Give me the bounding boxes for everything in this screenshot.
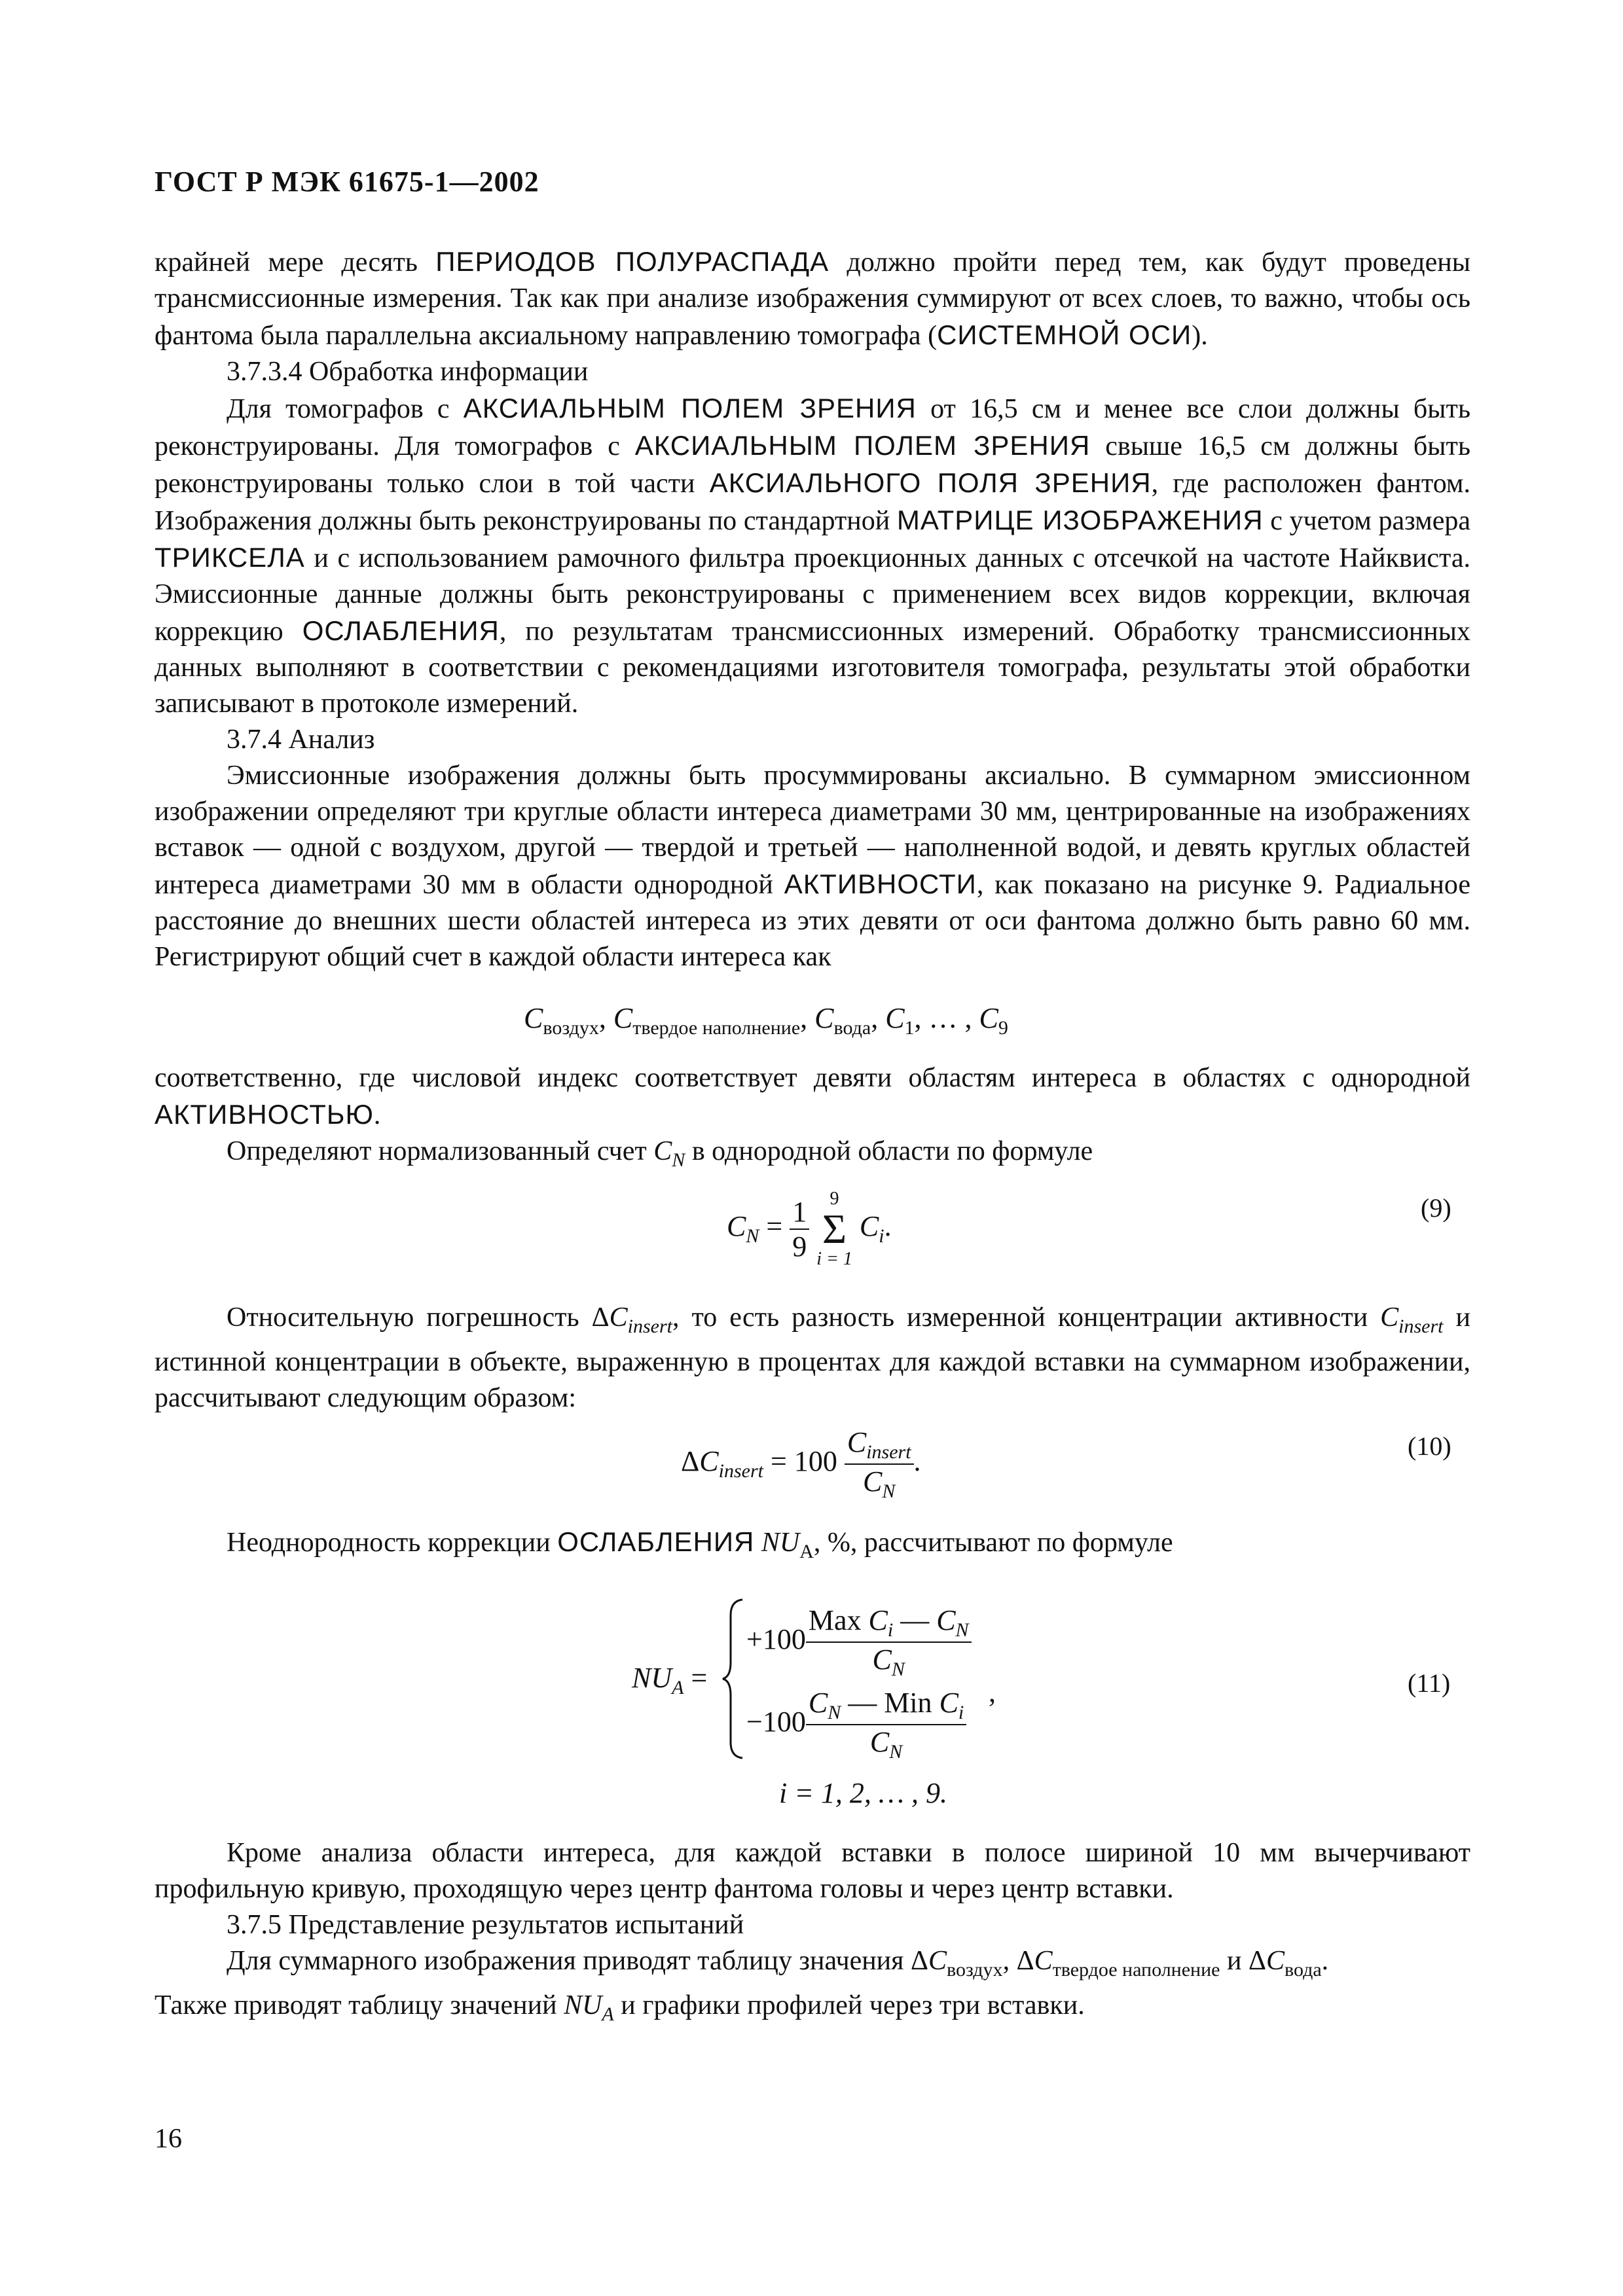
equation-11-lhs: $NU_A$ = xyxy=(632,1662,708,1698)
equation-10: $\Delta C_{insert} = 100$ $\frac{C_{insert}}{C_N}$ . xyxy=(681,1426,921,1502)
document-header: ГОСТ Р МЭК 61675-1—2002 xyxy=(155,166,539,198)
text-block-2 xyxy=(155,1060,1470,1178)
fraction-one-ninth: $\frac{1}{9}$ xyxy=(790,1195,809,1263)
equation-11-number: (11) xyxy=(1408,1668,1451,1698)
paragraph-data-processing: Для томографов с АКСИАЛЬНЫМ ПОЛЕМ ЗРЕНИЯ от 16,5 см и менее все слои должны быть реконструированы. Для томографов с АКСИАЛЬНЫМ ПОЛЕМ ЗРЕНИЯ свыше 16,5 см должны быть реконструированы только слои в той части АКСИАЛЬНОГО ПОЛЯ ЗРЕНИЯ, где расположен фантом. Изображения должны быть реконструированы по стандартной МАТРИЦЕ ИЗОБРАЖЕНИЯ с учетом размера ТРИКСЕЛА и с использованием рамочного фильтра проекционных данных с отсечкой на частоте Найквиста. Эмиссионные данные должны быть реконструированы с применением всех видов коррекции, включая коррекцию ОСЛАБЛЕНИЯ, по результатам трансмиссионных измерений. Обработку трансмиссионных данных выполняют в соответствии с рекомендациями изготовителя томографа, результаты этой обработки записывают в протоколе измерений. xyxy=(155,393,1470,719)
section-3-7-4-heading: 3.7.4 Анализ xyxy=(227,725,375,755)
paragraph-analysis: Эмиссионные изображения должны быть просуммированы аксиально. В суммарном эмиссионном изображении определяют три круглые области интереса диаметрами 30 мм, центрированные на изображениях вставок — одной с воздухом, другой — твердой и третьей — наполненной водой, и девять круглых областей интереса диаметрами 30 мм в области однородной АКТИВНОСТИ, как показано на рисунке 9. Радиальное расстояние до внешних шести областей интереса из этих девяти от оси фантома должно быть равно 60 мм. Регистрируют общий счет в каждой области интереса как xyxy=(155,761,1470,972)
text-block-4 xyxy=(155,1524,1470,1570)
paragraph-relative-error: Относительную погрешность $\Delta C_{insert}$, то есть разность измеренной концентрации активности $C_{insert}$ и истинной концентрации в объекте, выраженную в процентах для каждой вставки на суммарном изображении, рассчитывают следующим образом: xyxy=(155,1302,1470,1413)
text-block-5 xyxy=(155,1835,1470,2032)
text-block-1 xyxy=(155,243,1470,975)
paragraph-results-presentation: Для суммарного изображения приводят таблицу значения $\Delta C_{воздух}$, $\Delta C_{твердое наполнение}$ и $\Delta C_{вода}$. xyxy=(227,1946,1329,1981)
term-half-life: ПЕРИОДОВ ПОЛУРАСПАДА xyxy=(435,246,830,277)
term-system-axis: СИСТЕМНОЙ ОСИ xyxy=(937,319,1192,350)
section-3-7-3-4-heading: 3.7.3.4 Обработка информации xyxy=(227,357,589,387)
paragraph-profile-curve: Кроме анализа области интереса, для каждой вставки в полосе шириной 10 мм вычерчивают профильную кривую, проходящую через центр фантома головы и через центр вставки. xyxy=(155,1838,1470,1904)
text-block-3 xyxy=(155,1300,1470,1416)
equation-11-case-min: −100 $\frac{C_N — Min C_i}{C_N}$ xyxy=(746,1686,966,1763)
equation-11-case-max: +100 $\frac{Max C_i — C_N}{C_N}$ xyxy=(746,1604,972,1681)
paragraph-half-life: крайней мере десять ПЕРИОДОВ ПОЛУРАСПАДА должно пройти перед тем, как будут проведены трансмиссионные измерения. Так как при анализе изображения суммируют от всех слоев, то важно, чтобы ось фантома была параллельна аксиальному направлению томографа (СИСТЕМНОЙ ОСИ). xyxy=(155,246,1470,351)
paragraph-nonuniformity: Неоднородность коррекции ОСЛАБЛЕНИЯ $NU_A$, %, рассчитывают по формуле xyxy=(227,1526,1173,1562)
equation-10-number: (10) xyxy=(1408,1431,1451,1461)
equation-9: $C_N$ = $\frac{1}{9}$ 9 Σ i = 1 $C_i$. xyxy=(727,1189,892,1269)
equation-9-number: (9) xyxy=(1421,1193,1451,1223)
summation-symbol: 9 Σ i = 1 xyxy=(816,1189,852,1269)
left-brace xyxy=(720,1597,746,1761)
section-3-7-5-heading: 3.7.5 Представление результатов испытаний xyxy=(227,1910,744,1940)
paragraph-normalized-count: Определяют нормализованный счет $C_N$ в однородной области по формуле xyxy=(227,1136,1093,1171)
paragraph-respectively: соответственно, где числовой индекс соответствует девяти областям интереса в областях с однородной АКТИВНОСТЬЮ. xyxy=(155,1063,1470,1130)
paragraph-nu-table: Также приводят таблицу значений $NU_A$ и графики профилей через три вставки. xyxy=(155,1990,1085,2025)
page-number: 16 xyxy=(155,2124,182,2154)
equation-11-comma: , xyxy=(989,1676,996,1708)
equation-counts: $C_{воздух}$, $C_{твердое наполнение}$, $C_{вода}$, $C_1$, … , $C_9$ xyxy=(524,1002,1008,1039)
fraction-insert-over-n: $\frac{C_{insert}}{C_N}$ xyxy=(845,1426,914,1503)
equation-11-range: i = 1, 2, … , 9. xyxy=(779,1777,948,1809)
